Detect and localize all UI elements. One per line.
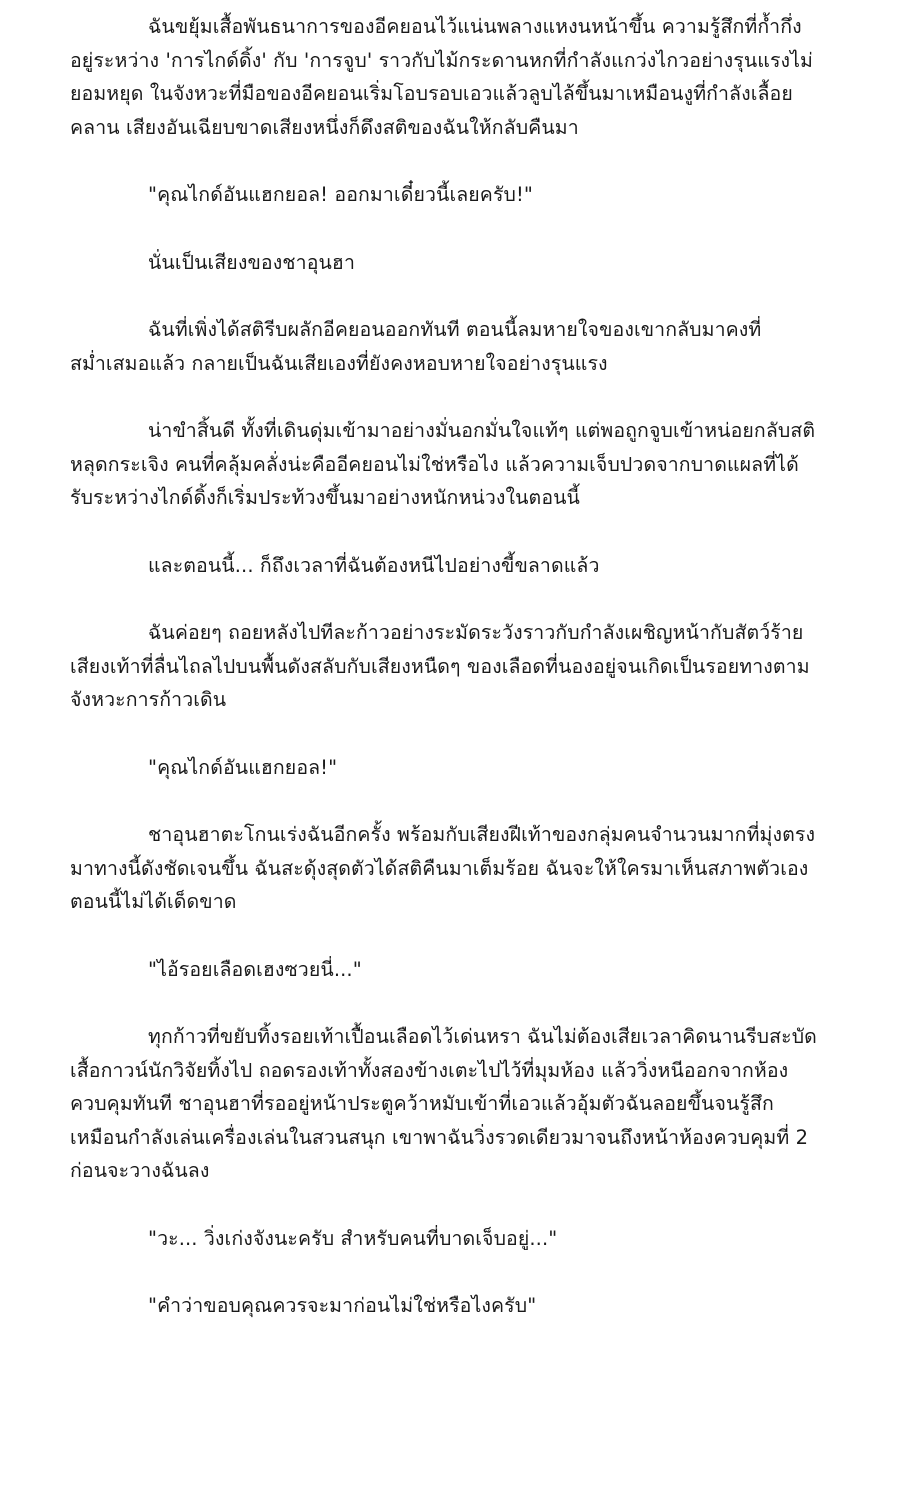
paragraph-5: น่าขำสิ้นดี ทั้งที่เดินดุ่มเข้ามาอย่างมั่นอกมั่นใจแท้ๆ แต่พอถูกจูบเข้าหน่อยกลับสติหลุดกระเจิง คนที่คลุ้มคลั่งน่ะคืออีคยอนไม่ใช่หรือไง แล้วความเจ็บปวดจากบาดแผลที่ได้รับระหว่างไกด์ดิ้งก็เริ่มประท้วงขึ้นมาอย่างหนักหน่วงในตอนนี้ xyxy=(70,419,816,509)
paragraph-13: "คำว่าขอบคุณควรจะมาก่อนไม่ใช่หรือไงครับ" xyxy=(148,1294,537,1317)
paragraph-gap xyxy=(70,717,819,751)
paragraph-gap xyxy=(70,212,819,246)
paragraph-gap xyxy=(70,279,819,313)
paragraph-6: และตอนนี้... ก็ถึงเวลาที่ฉันต้องหนีไปอย่างขี้ขลาดแล้ว xyxy=(148,553,600,577)
paragraph-10: "ไอ้รอยเลือดเฮงซวยนี่..." xyxy=(148,957,362,981)
paragraph-7: ฉันค่อยๆ ถอยหลังไปทีละก้าวอย่างระมัดระวังราวกับกำลังเผชิญหน้ากับสัตว์ร้าย เสียงเท้าที่ลื่นไถลไปบนพื้นดังสลับกับเสียงหนืดๆ ของเลือดที่นองอยู่จนเกิดเป็นรอยทางตามจังหวะการก้าวเดิน xyxy=(70,621,810,711)
paragraph-gap xyxy=(70,1188,819,1222)
paragraph-gap xyxy=(70,582,819,616)
paragraph-gap xyxy=(70,1255,819,1289)
paragraph-12: "วะ... วิ่งเก่งจังนะครับ สำหรับคนที่บาดเจ็บอยู่..." xyxy=(148,1226,558,1250)
paragraph-1: ฉันขยุ้มเสื้อพันธนาการของอีคยอนไว้แน่นพลางแหงนหน้าขึ้น ความรู้สึกที่ก้ำกึ่งอยู่ระหว่าง 'การไกด์ดิ้ง' กับ 'การจูบ' ราวกับไม้กระดานหกที่กำลังแกว่งไกวอย่างรุนแรงไม่ยอมหยุด ในจังหวะที่มือของอีคยอนเริ่มโอบรอบเอวแล้วลูบไล้ขึ้นมาเหมือนงูที่กำลังเลื้อยคลาน เสียงอันเฉียบขาดเสียงหนึ่งก็ดึงสติของฉันให้กลับคืนมา xyxy=(70,15,814,139)
paragraph-8: "คุณไกด์อันแฮกยอล!" xyxy=(148,755,338,779)
paragraph-gap xyxy=(70,986,819,1020)
paragraph-gap xyxy=(70,515,819,549)
paragraph-gap xyxy=(70,919,819,953)
paragraph-4: ฉันที่เพิ่งได้สติรีบผลักอีคยอนออกทันที ตอนนี้ลมหายใจของเขากลับมาคงที่สม่ำเสมอแล้ว กลายเป็นฉันเสียเองที่ยังคงหอบหายใจอย่างรุนแรง xyxy=(70,318,762,375)
paragraph-11: ทุกก้าวที่ขยับทิ้งรอยเท้าเปื้อนเลือดไว้เด่นหรา ฉันไม่ต้องเสียเวลาคิดนานรีบสะบัดเสื้อกาวน์นักวิจัยทิ้งไป ถอดรองเท้าทั้งสองข้างเตะไปไว้ที่มุมห้อง แล้ววิ่งหนีออกจากห้องควบคุมทันที ชาอุนฮาที่รออยู่หน้าประตูคว้าหมับเข้าที่เอวแล้วอุ้มตัวฉันลอยขึ้นจนรู้สึกเหมือนกำลังเล่นเครื่องเล่นในสวนสนุก เขาพาฉันวิ่งรวดเดียวมาจนถึงหน้าห้องควบคุมที่ 2 ก่อนจะวางฉันลง xyxy=(70,1025,817,1182)
paragraph-3: นั่นเป็นเสียงของชาอุนฮา xyxy=(148,250,355,274)
paragraph-gap xyxy=(70,144,819,178)
paragraph-9: ชาอุนฮาตะโกนเร่งฉันอีกครั้ง พร้อมกับเสียงฝีเท้าของกลุ่มคนจำนวนมากที่มุ่งตรงมาทางนี้ดังชัดเจนขึ้น ฉันสะดุ้งสุดตัวได้สติคืนมาเต็มร้อย ฉันจะให้ใครมาเห็นสภาพตัวเองตอนนี้ไม่ได้เด็ดขาด xyxy=(70,823,816,913)
paragraph-gap xyxy=(70,784,819,818)
paragraph-gap xyxy=(70,380,819,414)
paragraph-2: "คุณไกด์อันแฮกยอล! ออกมาเดี๋ยวนี้เลยครับ!" xyxy=(148,183,533,206)
